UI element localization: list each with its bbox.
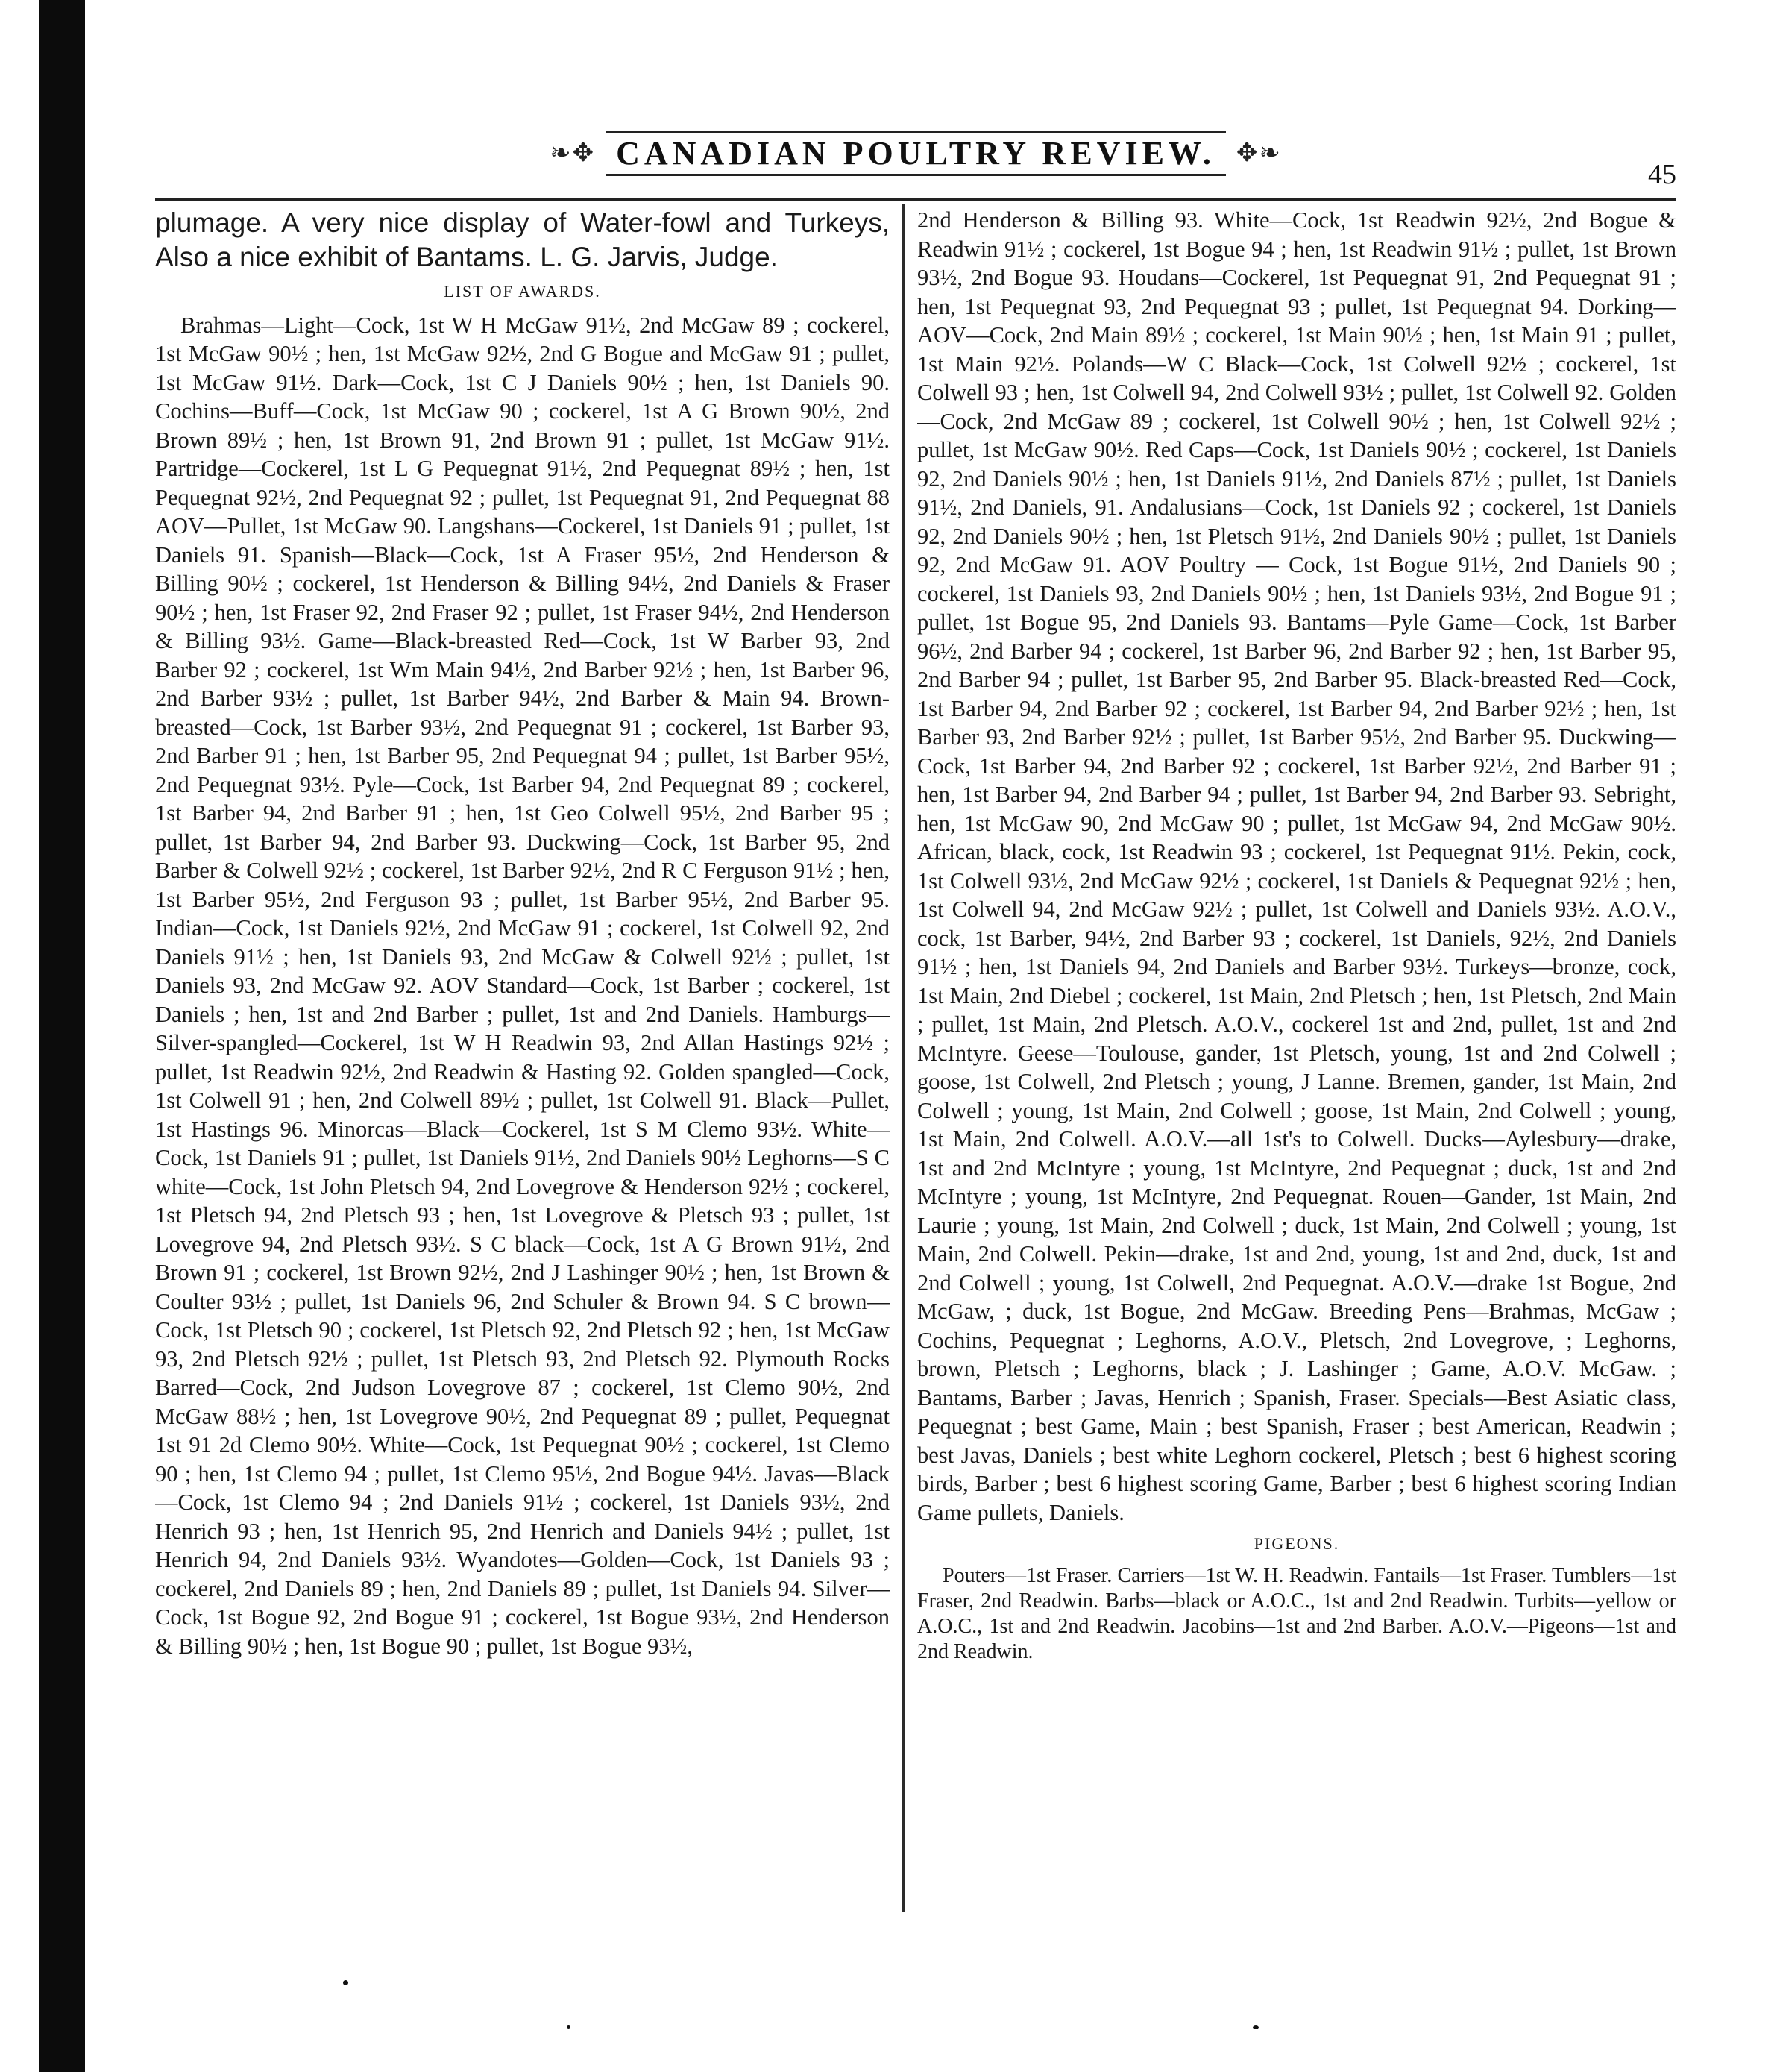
pigeons-heading: PIGEONS. (1254, 1534, 1340, 1553)
masthead-title: CANADIAN POULTRY REVIEW. (606, 131, 1226, 176)
print-speck (343, 1980, 348, 1985)
column-divider (902, 204, 905, 1912)
masthead-ornament-right: ✥❧ (1236, 139, 1282, 167)
lead-paragraph: plumage. A very nice display of Water-fowl and Turkeys, Also a nice exhibit of Bantams. L. G. Jarvis, Judge. (155, 207, 890, 272)
header-rule (155, 198, 1676, 201)
print-speck (567, 2025, 570, 2029)
awards-list-left: Brahmas—Light—Cock, 1st W H McGaw 91½, 2nd McGaw 89 ; cockerel, 1st McGaw 90½ ; hen, 1st McGaw 92½, 2nd G Bogue and McGaw 91 ; pullet, 1st McGaw 91½. Dark—Cock, 1st C J Daniels 90½ ; hen, 1st Daniels 90. Cochins—Buff—Cock, 1st McGaw 90 ; cockerel, 1st A G Brown 90½, 2nd Brown 89½ ; hen, 1st Brown 91, 2nd Brown 91 ; pullet, 1st McGaw 91½. Partridge—Cockerel, 1st L G Pequegnat 91½, 2nd Pequegnat 89½ ; hen, 1st Pequegnat 92½, 2nd Pequegnat 92 ; pullet, 1st Pequegnat 91, 2nd Pequegnat 88 AOV—Pullet, 1st McGaw 90. Langshans—Cockerel, 1st Daniels 91 ; pullet, 1st Daniels 91. Spanish—Black—Cock, 1st A Fraser 95½, 2nd Henderson & Billing 90½ ; cockerel, 1st Henderson & Billing 94½, 2nd Daniels & Fraser 90½ ; hen, 1st Fraser 92, 2nd Fraser 92 ; pullet, 1st Fraser 94½, 2nd Henderson & Billing 93½. Game—Black-breasted Red—Cock, 1st W Barber 93, 2nd Barber 92 ; cockerel, 1st Wm Main 94½, 2nd Barber 92½ ; hen, 1st Barber 96, 2nd Barber 93½ ; pullet, 1st Barber 94½, 2nd Barber & Main 94. Brown-breasted—Cock, 1st Barber 93½, 2nd Pequegnat 91 ; cockerel, 1st Barber 93, 2nd Barber 91 ; hen, 1st Barber 95, 2nd Pequegnat 94 ; pullet, 1st Barber 95½, 2nd Pequegnat 93½. Pyle—Cock, 1st Barber 94, 2nd Pequegnat 89 ; cockerel, 1st Barber 94, 2nd Barber 91 ; hen, 1st Geo Colwell 95½, 2nd Barber 95 ; pullet, 1st Barber 94, 2nd Barber 93. Duckwing—Cock, 1st Barber 95, 2nd Barber & Colwell 92½ ; cockerel, 1st Barber 92½, 2nd R C Ferguson 91½ ; hen, 1st Barber 95½, 2nd Ferguson 93 ; pullet, 1st Barber 95½, 2nd Barber 95. Indian—Cock, 1st Daniels 92½, 2nd McGaw 91 ; cockerel, 1st Colwell 92, 2nd Daniels 91½ ; hen, 1st Daniels 93, 2nd McGaw & Colwell 92½ ; pullet, 1st Daniels 93, 2nd McGaw 92. AOV Standard—Cock, 1st Barber ; cockerel, 1st Daniels ; hen, 1st and 2nd Barber ; pullet, 1st and 2nd Daniels. Hamburgs—Silver-spangled—Cockerel, 1st W H Readwin 93, 2nd Allan Hastings 92½ ; pullet, 1st Readwin 92½, 2nd Readwin & Hasting 92. Golden spangled—Cock, 1st Colwell 91 ; hen, 2nd Colwell 89½ ; pullet, 1st Colwell 91. Black—Pullet, 1st Hastings 96. Minorcas—Black—Cockerel, 1st S M Clemo 93½. White—Cock, 1st Daniels 91 ; pullet, 1st Daniels 91½, 2nd Daniels 90½ Leghorns—S C white—Cock, 1st John Pletsch 94, 2nd Lovegrove & Henderson 92½ ; cockerel, 1st Pletsch 94, 2nd Pletsch 93 ; hen, 1st Lovegrove & Pletsch 93 ; pullet, 1st Lovegrove 94, 2nd Pletsch 93½. S C black—Cock, 1st A G Brown 91½, 2nd Brown 91 ; cockerel, 1st Brown 92½, 2nd J Lashinger 90½ ; hen, 1st Brown & Coulter 93½ ; pullet, 1st Daniels 96, 2nd Schuler & Brown 94. S C brown—Cock, 1st Pletsch 90 ; cockerel, 1st Pletsch 92, 2nd Pletsch 92 ; hen, 1st McGaw 93, 2nd Pletsch 92½ ; pullet, 1st Pletsch 93, 2nd Pletsch 92. Plymouth Rocks Barred—Cock, 2nd Judson Lovegrove 87 ; cockerel, 1st Clemo 90½, 2nd McGaw 88½ ; hen, 1st Lovegrove 90½, 2nd Pequegnat 89 ; pullet, Pequegnat 1st 91 2d Clemo 90½. White—Cock, 1st Pequegnat 90½ ; cockerel, 1st Clemo 90 ; hen, 1st Clemo 94 ; pullet, 1st Clemo 95½, 2nd Bogue 94½. Javas—Black—Cock, 1st Clemo 94 ; 2nd Daniels 91½ ; cockerel, 1st Daniels 93½, 2nd Henrich 93 ; hen, 1st Henrich 95, 2nd Henrich and Daniels 94½ ; pullet, 1st Henrich 94, 2nd Daniels 93½. Wyandotes—Golden—Cock, 1st Daniels 93 ; cockerel, 2nd Daniels 89 ; hen, 2nd Daniels 89 ; pullet, 1st Daniels 94. Silver—Cock, 1st Bogue 92, 2nd Bogue 91 ; cockerel, 1st Bogue 93½, 2nd Henderson & Billing 90½ ; hen, 1st Bogue 90 ; pullet, 1st Bogue 93½, (155, 312, 890, 1659)
print-speck (1253, 2025, 1259, 2029)
scan-edge-shadow (39, 0, 85, 2072)
right-column (917, 206, 1676, 1951)
masthead-banner (550, 131, 1282, 176)
masthead (155, 127, 1676, 179)
awards-heading: LIST OF AWARDS. (444, 282, 601, 301)
awards-list-right: 2nd Henderson & Billing 93. White—Cock, 1st Readwin 92½, 2nd Bogue & Readwin 91½ ; cockerel, 1st Bogue 94 ; hen, 1st Readwin 91½ ; pullet, 1st Brown 93½, 2nd Bogue 93. Houdans—Cockerel, 1st Pequegnat 91, 2nd Pequegnat 91 ; hen, 1st Pequegnat 93, 2nd Pequegnat 93 ; pullet, 1st Pequegnat 94. Dorking—AOV—Cock, 2nd Main 89½ ; cockerel, 1st Main 90½ ; hen, 1st Main 91 ; pullet, 1st Main 92½. Polands—W C Black—Cock, 1st Colwell 92½ ; cockerel, 1st Colwell 93 ; hen, 1st Colwell 94, 2nd Colwell 93½ ; pullet, 1st Colwell 92. Golden—Cock, 2nd McGaw 89 ; cockerel, 1st Colwell 90½ ; hen, 1st Colwell 92½ ; pullet, 1st McGaw 90½. Red Caps—Cock, 1st Daniels 90½ ; cockerel, 1st Daniels 92, 2nd Daniels 90½ ; hen, 1st Daniels 91½, 2nd Daniels 87½ ; pullet, 1st Daniels 91½, 2nd Daniels, 91. Andalusians—Cock, 1st Daniels 92 ; cockerel, 1st Daniels 92, 2nd Daniels 90½ ; hen, 1st Pletsch 91½, 2nd Daniels 90½ ; pullet, 1st Daniels 92, 2nd McGaw 91. AOV Poultry — Cock, 1st Bogue 91½, 2nd Daniels 90 ; cockerel, 1st Daniels 93, 2nd Daniels 90½ ; hen, 1st Daniels 93½, 2nd Bogue 91 ; pullet, 1st Bogue 95, 2nd Daniels 93. Bantams—Pyle Game—Cock, 1st Barber 96½, 2nd Barber 94 ; cockerel, 1st Barber 96, 2nd Barber 92 ; hen, 1st Barber 95, 2nd Barber 94 ; pullet, 1st Barber 95, 2nd Barber 95. Black-breasted Red—Cock, 1st Barber 94, 2nd Barber 92 ; cockerel, 1st Barber 94, 2nd Barber 92½ ; hen, 1st Barber 93, 2nd Barber 92½ ; pullet, 1st Barber 95½, 2nd Barber 95. Duckwing—Cock, 1st Barber 94, 2nd Barber 92 ; cockerel, 1st Barber 92½, 2nd Barber 91 ; hen, 1st Barber 94, 2nd Barber 94 ; pullet, 1st Barber 94, 2nd Barber 93. Sebright, hen, 1st McGaw 90, 2nd McGaw 90 ; pullet, 1st McGaw 94, 2nd McGaw 90½. African, black, cock, 1st Readwin 93 ; cockerel, 1st Pequegnat 91½. Pekin, cock, 1st Colwell 93½, 2nd McGaw 92½ ; cockerel, 1st Daniels & Pequegnat 92½ ; hen, 1st Colwell 94, 2nd McGaw 92½ ; pullet, 1st Colwell and Daniels 93½. A.O.V., cock, 1st Barber, 94½, 2nd Barber 93 ; cockerel, 1st Daniels, 92½, 2nd Daniels 91½ ; hen, 1st Daniels 94, 2nd Daniels and Barber 93½. Turkeys—bronze, cock, 1st Main, 2nd Diebel ; cockerel, 1st Main, 2nd Pletsch ; hen, 1st Pletsch, 2nd Main ; pullet, 1st Main, 2nd Pletsch. A.O.V., cockerel 1st and 2nd, pullet, 1st and 2nd McIntyre. Geese—Toulouse, gander, 1st Pletsch, young, 1st and 2nd Colwell ; goose, 1st Colwell, 2nd Pletsch ; young, J Lanne. Bremen, gander, 1st Main, 2nd Colwell ; young, 1st Main, 2nd Colwell ; goose, 1st Main, 2nd Colwell ; young, 1st Main, 2nd Colwell. A.O.V.—all 1st's to Colwell. Ducks—Aylesbury—drake, 1st and 2nd McIntyre ; young, 1st McIntyre, 2nd Pequegnat ; duck, 1st and 2nd McIntyre ; young, 1st McIntyre, 2nd Pequegnat. Rouen—Gander, 1st Main, 2nd Laurie ; young, 1st Main, 2nd Colwell ; duck, 1st Main, 2nd Colwell ; young, 1st Main, 2nd Colwell. Pekin—drake, 1st and 2nd, young, 1st and 2nd, duck, 1st and 2nd Colwell ; young, 1st Colwell, 2nd Pequegnat. A.O.V.—drake 1st Bogue, 2nd McGaw, ; duck, 1st Bogue, 2nd McGaw. Breeding Pens—Brahmas, McGaw ; Cochins, Pequegnat ; Leghorns, A.O.V., Pletsch, 2nd Lovegrove, ; Leghorns, brown, Pletsch ; Leghorns, black ; J. Lashinger ; Game, A.O.V. McGaw. ; Bantams, Barber ; Javas, Henrich ; Spanish, Fraser. Specials—Best Asiatic class, Pequegnat ; best Game, Main ; best Spanish, Fraser ; best American, Readwin ; best Javas, Daniels ; best white Leghorn cockerel, Pletsch ; best 6 highest scoring birds, Barber ; best 6 highest scoring Game, Barber ; best 6 highest scoring Indian Game pullets, Daniels. (917, 207, 1676, 1525)
left-column (155, 206, 890, 1966)
page-number: 45 (1648, 159, 1676, 190)
pigeons-list: Pouters—1st Fraser. Carriers—1st W. H. Readwin. Fantails—1st Fraser. Tumblers—1st Fraser, 2nd Readwin. Barbs—black or A.O.C., 1st and 2nd Readwin. Turbits—yellow or A.O.C., 1st and 2nd Readwin. Jacobins—1st and 2nd Barber. A.O.V.—Pigeons—1st and 2nd Readwin. (917, 1563, 1676, 1663)
masthead-ornament-left: ❧✥ (550, 139, 596, 167)
page (155, 127, 1676, 1947)
